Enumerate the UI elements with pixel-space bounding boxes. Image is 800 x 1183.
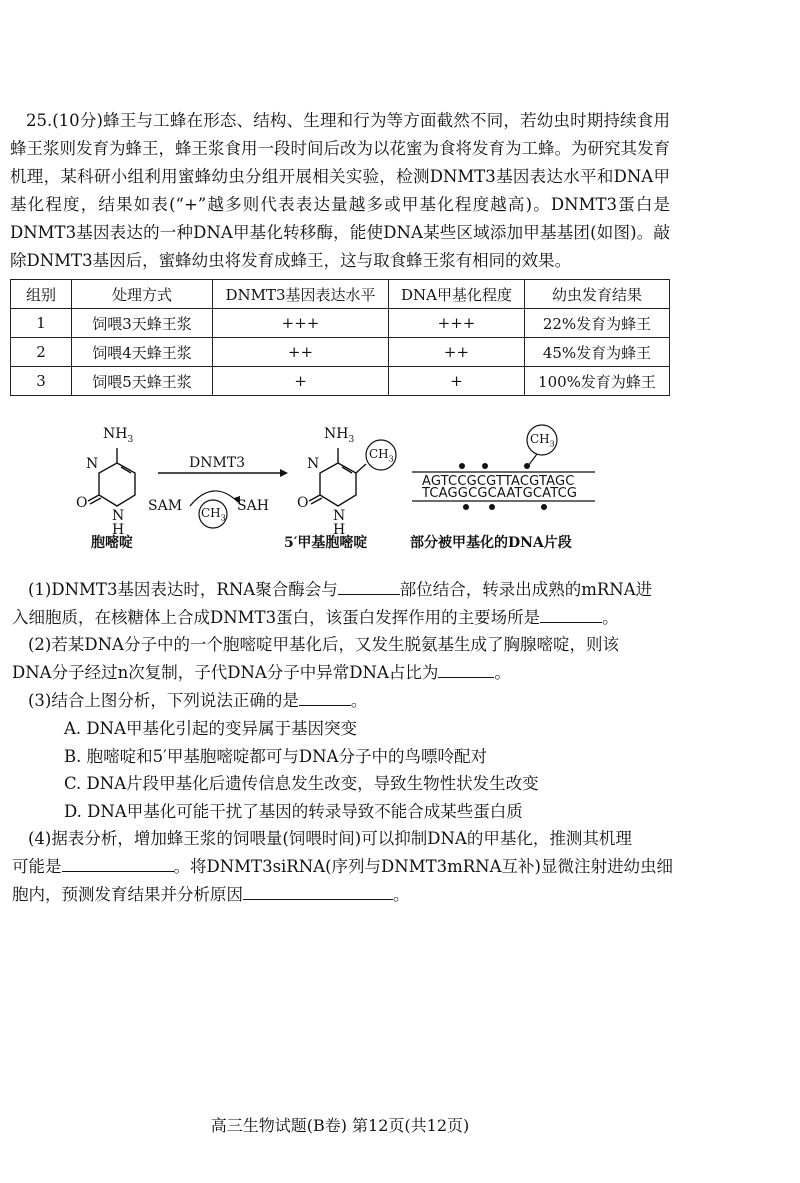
- table-row: [11, 309, 670, 338]
- table-header-row: [11, 280, 670, 309]
- label-cytosine: 胞嘧啶: [91, 535, 133, 551]
- ch3-label-product: $CH_3$: [369, 447, 394, 464]
- table-cell: 100%发育为蜂王: [525, 367, 670, 396]
- table-cell: ++: [389, 338, 525, 367]
- label-dna-fragment: 部分被甲基化的DNA片段: [410, 535, 572, 551]
- table-cell: 饲喂3天蜂王浆: [72, 309, 213, 338]
- n-label-2: N: [307, 456, 320, 472]
- o-label-2: O: [297, 495, 309, 511]
- option-a: A. DNA甲基化引起的变异属于基因突变: [64, 719, 357, 738]
- methylation-diagram: [0, 420, 680, 555]
- o-label-1: O: [76, 495, 88, 511]
- table-cell: 饲喂4天蜂王浆: [72, 338, 213, 367]
- h-label-2: H: [333, 522, 346, 538]
- answer-blank[interactable]: [299, 689, 351, 706]
- q1-line1: (1)DNMT3基因表达时，RNA聚合酶会与 部位结合，转录出成熟的mRNA进: [28, 580, 653, 599]
- answer-blank[interactable]: [438, 661, 494, 678]
- answer-blank[interactable]: [243, 883, 393, 900]
- n-label-1: N: [86, 456, 99, 472]
- col-header: DNA甲基化程度: [389, 280, 525, 309]
- table-cell: 2: [11, 338, 72, 367]
- table-cell: 22%发育为蜂王: [525, 309, 670, 338]
- ch3-label-dna: $CH_3$: [530, 432, 555, 449]
- enzyme-label: DNMT3: [189, 455, 246, 471]
- option-b: B. 胞嘧啶和5′甲基胞嘧啶都可与DNA分子中的鸟嘌呤配对: [64, 747, 487, 766]
- h-label-1: H: [112, 522, 125, 538]
- table-row: [11, 367, 670, 396]
- col-header: DNMT3基因表达水平: [213, 280, 389, 309]
- col-header: 处理方式: [72, 280, 213, 309]
- q1-line2: 入细胞质，在核糖体上合成DNMT3蛋白，该蛋白发挥作用的主要场所是 。: [12, 608, 619, 627]
- table-cell: 1: [11, 309, 72, 338]
- table-cell: +++: [213, 309, 389, 338]
- n-label-1b: N: [112, 508, 125, 524]
- col-header: 幼虫发育结果: [525, 280, 670, 309]
- answer-blank[interactable]: [338, 578, 400, 595]
- nh3-label-2: $NH_3$: [324, 426, 355, 445]
- table-cell: 饲喂5天蜂王浆: [72, 367, 213, 396]
- q2-line2: DNA分子经过n次复制，子代DNA分子中异常DNA占比为 。: [12, 663, 511, 682]
- answer-blank[interactable]: [540, 606, 602, 623]
- results-table: [10, 279, 670, 396]
- q4-line2: 可能是 。将DNMT3siRNA(序列与DNMT3mRNA互补)显微注射进幼虫细: [12, 857, 673, 876]
- label-methylcytosine: 5′甲基胞嘧啶: [284, 535, 368, 551]
- q2-line1: (2)若某DNA分子中的一个胞嘧啶甲基化后，又发生脱氨基生成了胸腺嘧啶，则该: [28, 635, 619, 654]
- reaction-arrowhead: [280, 469, 288, 477]
- dna-strand-bottom: TCAGGCGCAATGCATCG: [422, 486, 578, 501]
- option-c: C. DNA片段甲基化后遗传信息发生改变，导致生物性状发生改变: [64, 774, 539, 793]
- nh3-label-1: $NH_3$: [103, 426, 134, 445]
- table-cell: 45%发育为蜂王: [525, 338, 670, 367]
- option-d: D. DNA甲基化可能干扰了基因的转录导致不能合成某些蛋白质: [64, 802, 523, 821]
- question-intro: 25.(10分)蜂王与工蜂在形态、结构、生理和行为等方面截然不同，若幼虫时期持续食用蜂王浆则发育为蜂王，蜂王浆食用一段时间后改为以花蜜为食将发育为工蜂。为研究其发育机理，某科研小组利用蜜蜂幼虫分组开展相关实验，检测DNMT3基因表达水平和DNA甲基化程度，结果如表(“+”越多则代表表达量越多或甲基化程度越高)。DNMT3蛋白是DNMT3基因表达的一种DNA甲基化转移酶，能使DNA某些区域添加甲基基团(如图)。敲除DNMT3基因后，蜜蜂幼虫将发育成蜂王，这与取食蜂王浆有相同的效果。: [10, 111, 670, 270]
- table-row: [11, 338, 670, 367]
- sam-label: SAM: [148, 498, 183, 514]
- dna-strand-top: AGTCCGCGTTACGTAGC: [422, 474, 575, 489]
- q4-line1: (4)据表分析，增加蜂王浆的饲喂量(饲喂时间)可以抑制DNA的甲基化，推测其机理: [28, 829, 632, 848]
- curved-arrow: [190, 491, 238, 506]
- table-cell: 3: [11, 367, 72, 396]
- q3-stem: (3)结合上图分析，下列说法正确的是 。: [28, 691, 368, 710]
- answer-blank[interactable]: [62, 855, 174, 872]
- sah-label: SAH: [237, 498, 269, 514]
- table-cell: +++: [389, 309, 525, 338]
- table-cell: +: [213, 367, 389, 396]
- ch3-label-sam: $CH_3$: [201, 506, 226, 523]
- n-label-2b: N: [333, 508, 346, 524]
- q4-line3: 胞内，预测发育结果并分析原因 。: [12, 885, 410, 904]
- table-cell: ++: [213, 338, 389, 367]
- table-cell: +: [389, 367, 525, 396]
- page-footer: 高三生物试题(B卷) 第12页(共12页): [210, 1116, 470, 1135]
- col-header: 组别: [11, 280, 72, 309]
